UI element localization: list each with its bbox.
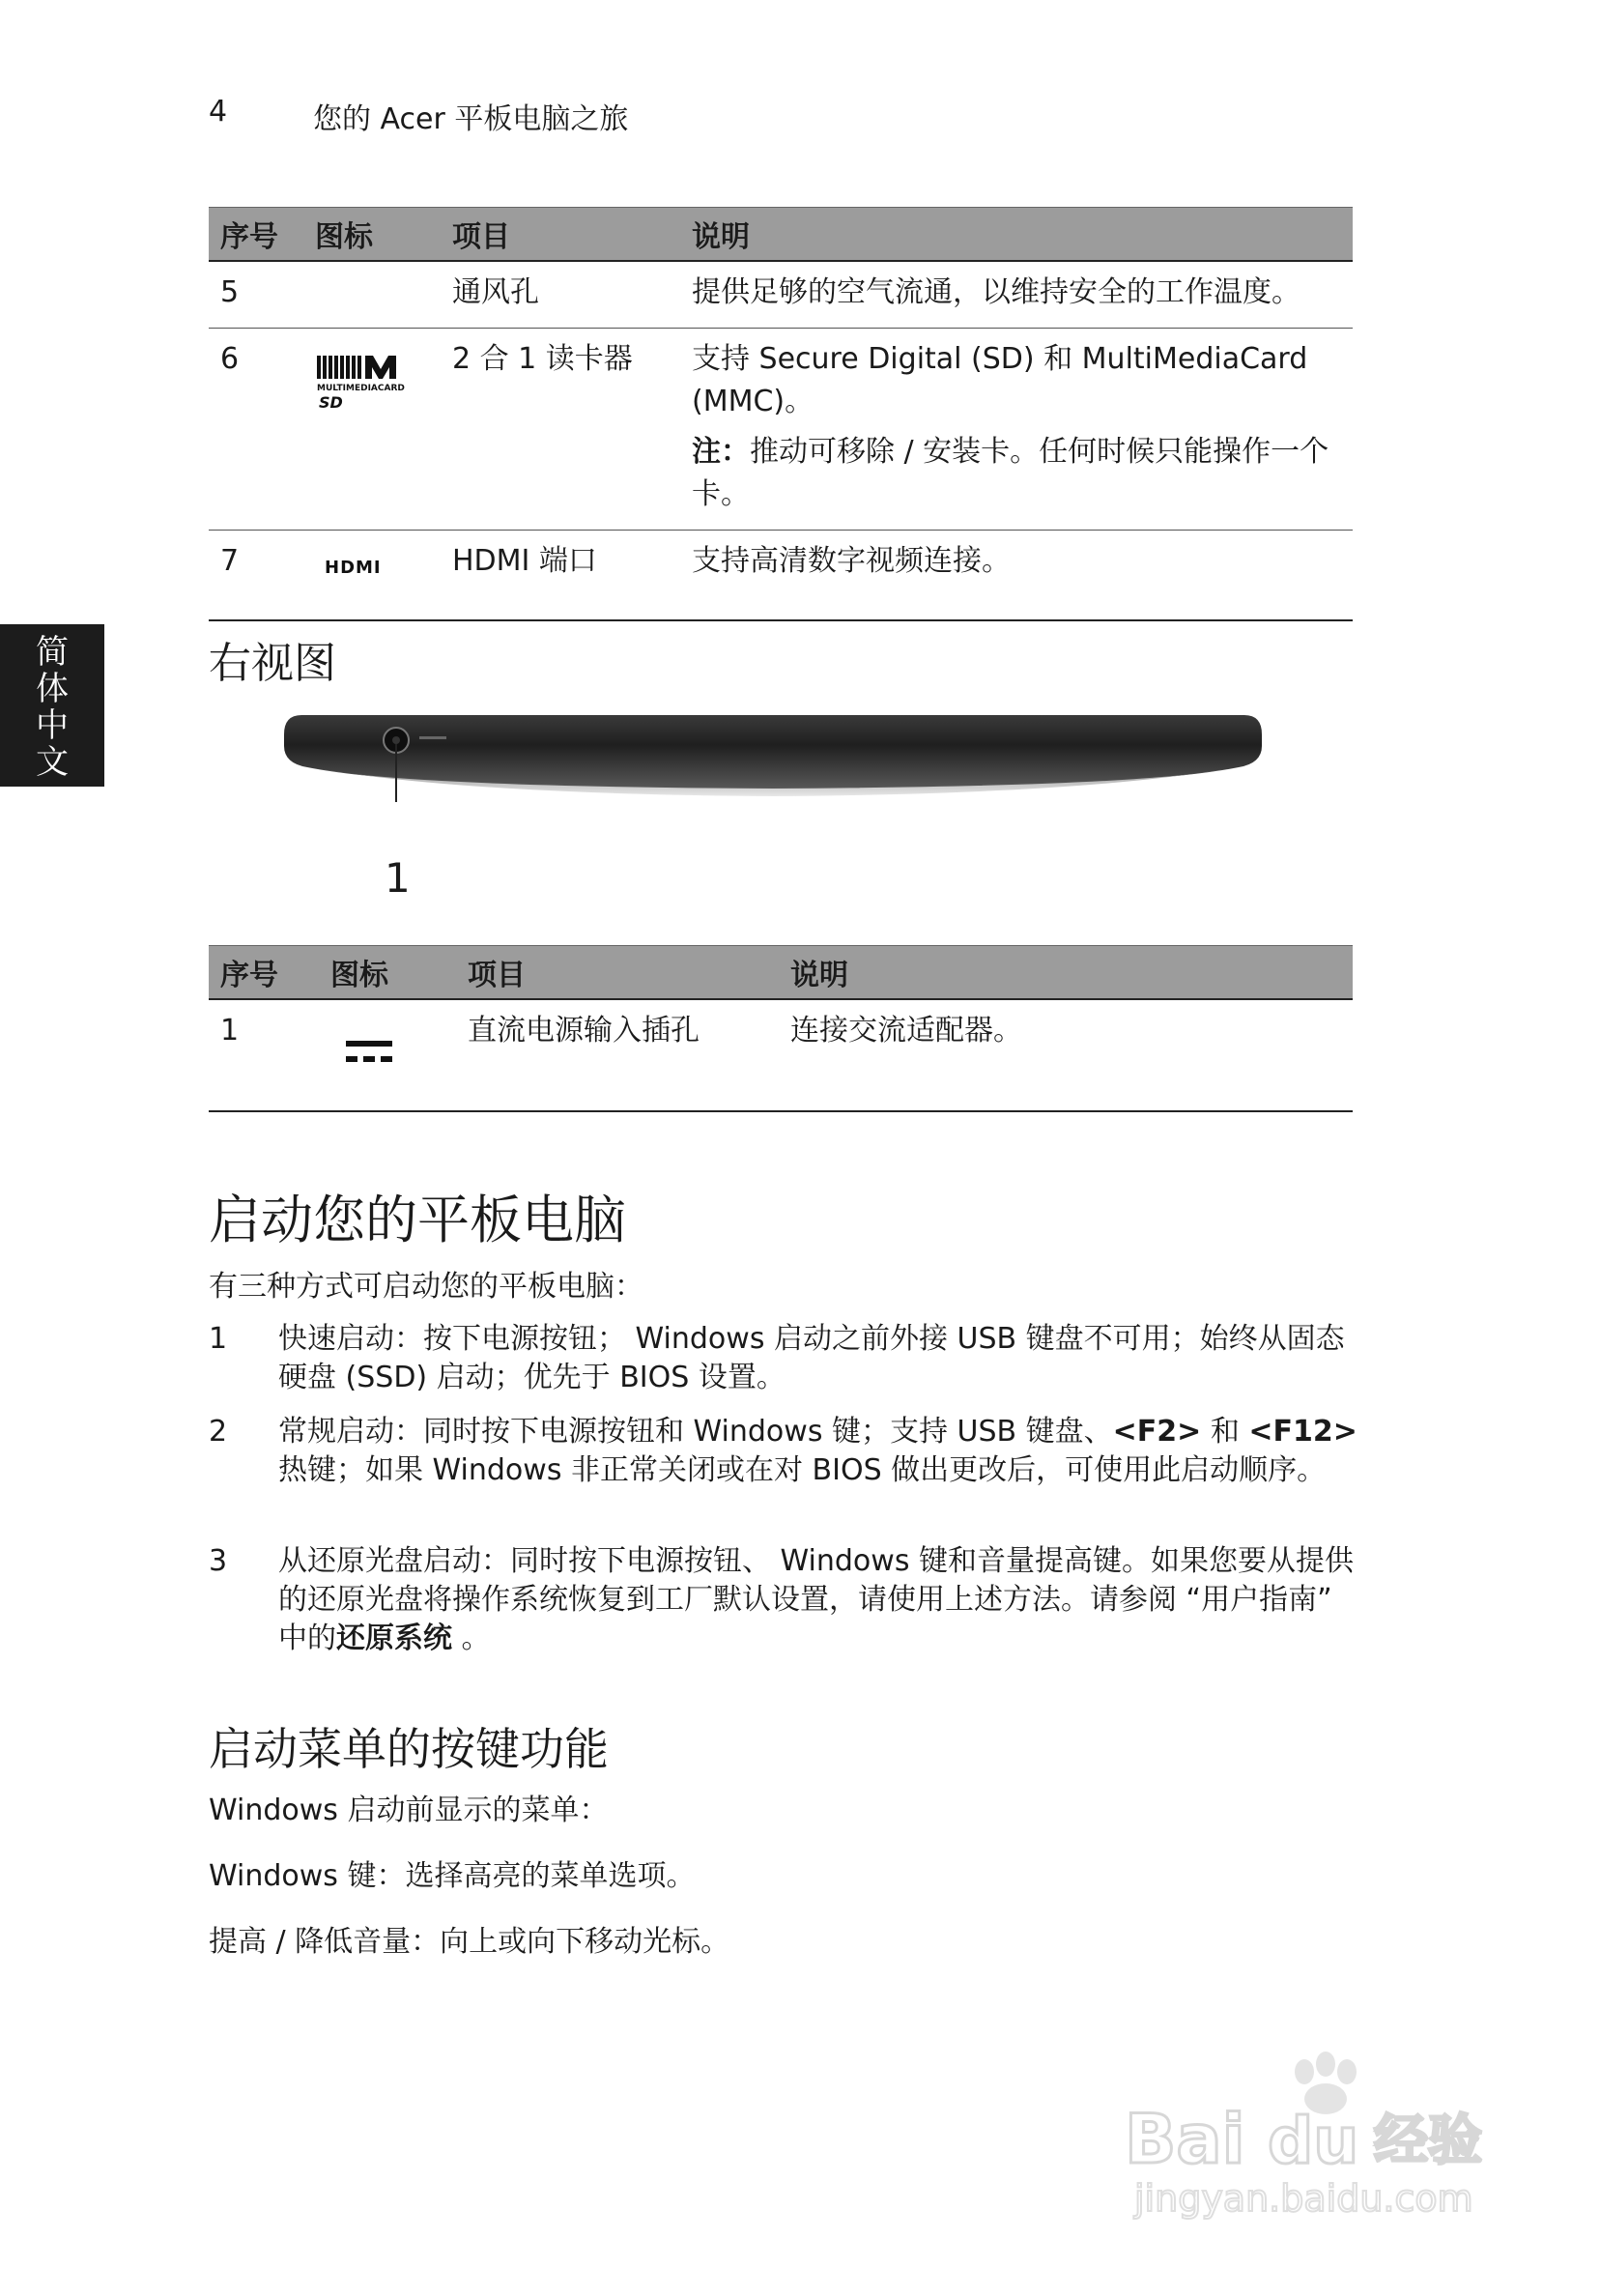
ports-table-right xyxy=(209,945,1353,1112)
sd-mmc-icon xyxy=(315,350,412,412)
header-icon: 图标 xyxy=(319,946,456,1000)
row-desc: 支持高清数字视频连接。 xyxy=(680,531,1353,621)
boot-menu-paragraph: Windows 启动前显示的菜单： xyxy=(209,1794,609,1827)
list-number: 1 xyxy=(209,1322,228,1356)
running-title: 您的 Acer 平板电脑之旅 xyxy=(313,102,629,136)
list-text xyxy=(278,1413,1358,1490)
note-text: 推动可移除 / 安装卡。任何时候只能操作一个卡。 xyxy=(692,435,1329,511)
boot-menu-paragraph: Windows 键：选择高亮的菜单选项。 xyxy=(209,1859,696,1893)
sd-label: SD xyxy=(319,393,343,412)
row-icon-cell xyxy=(319,999,456,1111)
row-desc: 连接交流适配器。 xyxy=(779,999,1353,1111)
list-text-part: 常规启动：同时按下电源按钮和 Windows 键；支持 USB 键盘、 xyxy=(278,1415,1113,1449)
header-desc: 说明 xyxy=(680,208,1353,262)
row-note xyxy=(692,431,1341,516)
key-f12: <F12> xyxy=(1248,1415,1357,1449)
watermark-brand: Bai xyxy=(1125,2100,1245,2179)
language-tab-char: 中 xyxy=(36,706,69,745)
list-text-part: 从还原光盘启动：同时按下电源按钮、 Windows 键和音量提高键。如果您要从提供的还原光盘将操作系统恢复到工厂默认设置，请使用上述方法。请参阅 “用户指南” 中的 xyxy=(278,1544,1354,1655)
startup-heading: 启动您的平板电脑 xyxy=(209,1190,626,1250)
header-no: 序号 xyxy=(209,946,319,1000)
header-item: 项目 xyxy=(456,946,779,1000)
hdmi-icon xyxy=(315,546,412,585)
table-row xyxy=(209,531,1353,621)
tablet-right-side-image xyxy=(282,713,1264,802)
note-label: 注： xyxy=(692,435,750,469)
table-header-row xyxy=(209,208,1353,262)
row-no: 1 xyxy=(209,999,319,1111)
header-icon: 图标 xyxy=(303,208,441,262)
startup-intro: 有三种方式可启动您的平板电脑： xyxy=(209,1270,643,1304)
row-icon-cell xyxy=(303,329,441,531)
baidu-jingyan-watermark xyxy=(1121,2039,1507,2223)
watermark-cn: 经验 xyxy=(1374,2109,1482,2172)
table-row xyxy=(209,261,1353,329)
table-header-row xyxy=(209,946,1353,1000)
language-tab xyxy=(0,624,104,787)
list-number: 3 xyxy=(209,1544,228,1578)
row-icon-empty xyxy=(303,261,441,329)
row-no: 7 xyxy=(209,531,303,621)
row-item: 通风孔 xyxy=(441,261,680,329)
table-row xyxy=(209,999,1353,1111)
mmc-label: MULTIMEDIACARD xyxy=(317,384,405,393)
list-text-part: 和 xyxy=(1201,1415,1249,1449)
right-view-heading: 右视图 xyxy=(209,639,336,688)
language-tab-char: 简 xyxy=(36,633,69,672)
boot-menu-paragraph: 提高 / 降低音量：向上或向下移动光标。 xyxy=(209,1925,730,1959)
row-icon-cell xyxy=(303,531,441,621)
row-no: 5 xyxy=(209,261,303,329)
callout-number: 1 xyxy=(385,854,411,902)
header-desc: 说明 xyxy=(779,946,1353,1000)
list-item xyxy=(209,1413,1358,1490)
row-desc-cell xyxy=(680,329,1353,531)
key-f2: <F2> xyxy=(1112,1415,1202,1449)
language-tab-char: 体 xyxy=(36,670,69,708)
language-tab-char: 文 xyxy=(36,743,69,782)
list-text-part: 。 xyxy=(452,1622,491,1655)
table-row xyxy=(209,329,1353,531)
list-text xyxy=(278,1542,1358,1658)
list-text-part: 热键；如果 Windows 非正常关闭或在对 BIOS 做出更改后，可使用此启动顺序。 xyxy=(278,1453,1327,1487)
list-text: 快速启动：按下电源按钮； Windows 启动之前外接 USB 键盘不可用；始终从固态硬盘 (SSD) 启动；优先于 BIOS 设置。 xyxy=(278,1322,1345,1394)
list-number: 2 xyxy=(209,1415,228,1449)
ports-table-left xyxy=(209,207,1353,621)
boot-menu-heading: 启动菜单的按键功能 xyxy=(209,1723,609,1775)
row-desc: 支持 Secure Digital (SD) 和 MultiMediaCard (MMC)。 xyxy=(692,342,1308,418)
header-no: 序号 xyxy=(209,208,303,262)
watermark-url: jingyan.baidu.com xyxy=(1134,2177,1473,2220)
row-no: 6 xyxy=(209,329,303,531)
page-number: 4 xyxy=(209,95,228,129)
row-item: HDMI 端口 xyxy=(441,531,680,621)
dc-power-icon xyxy=(330,1025,408,1083)
list-item xyxy=(209,1542,1358,1658)
row-item: 2 合 1 读卡器 xyxy=(441,329,680,531)
row-desc: 提供足够的空气流通，以维持安全的工作温度。 xyxy=(680,261,1353,329)
watermark-brand2: du xyxy=(1268,2104,1359,2178)
hdmi-logo-text: HDMI xyxy=(325,558,382,578)
restore-system-term: 还原系统 xyxy=(336,1622,452,1655)
list-item xyxy=(209,1320,1358,1397)
row-item: 直流电源输入插孔 xyxy=(456,999,779,1111)
header-item: 项目 xyxy=(441,208,680,262)
